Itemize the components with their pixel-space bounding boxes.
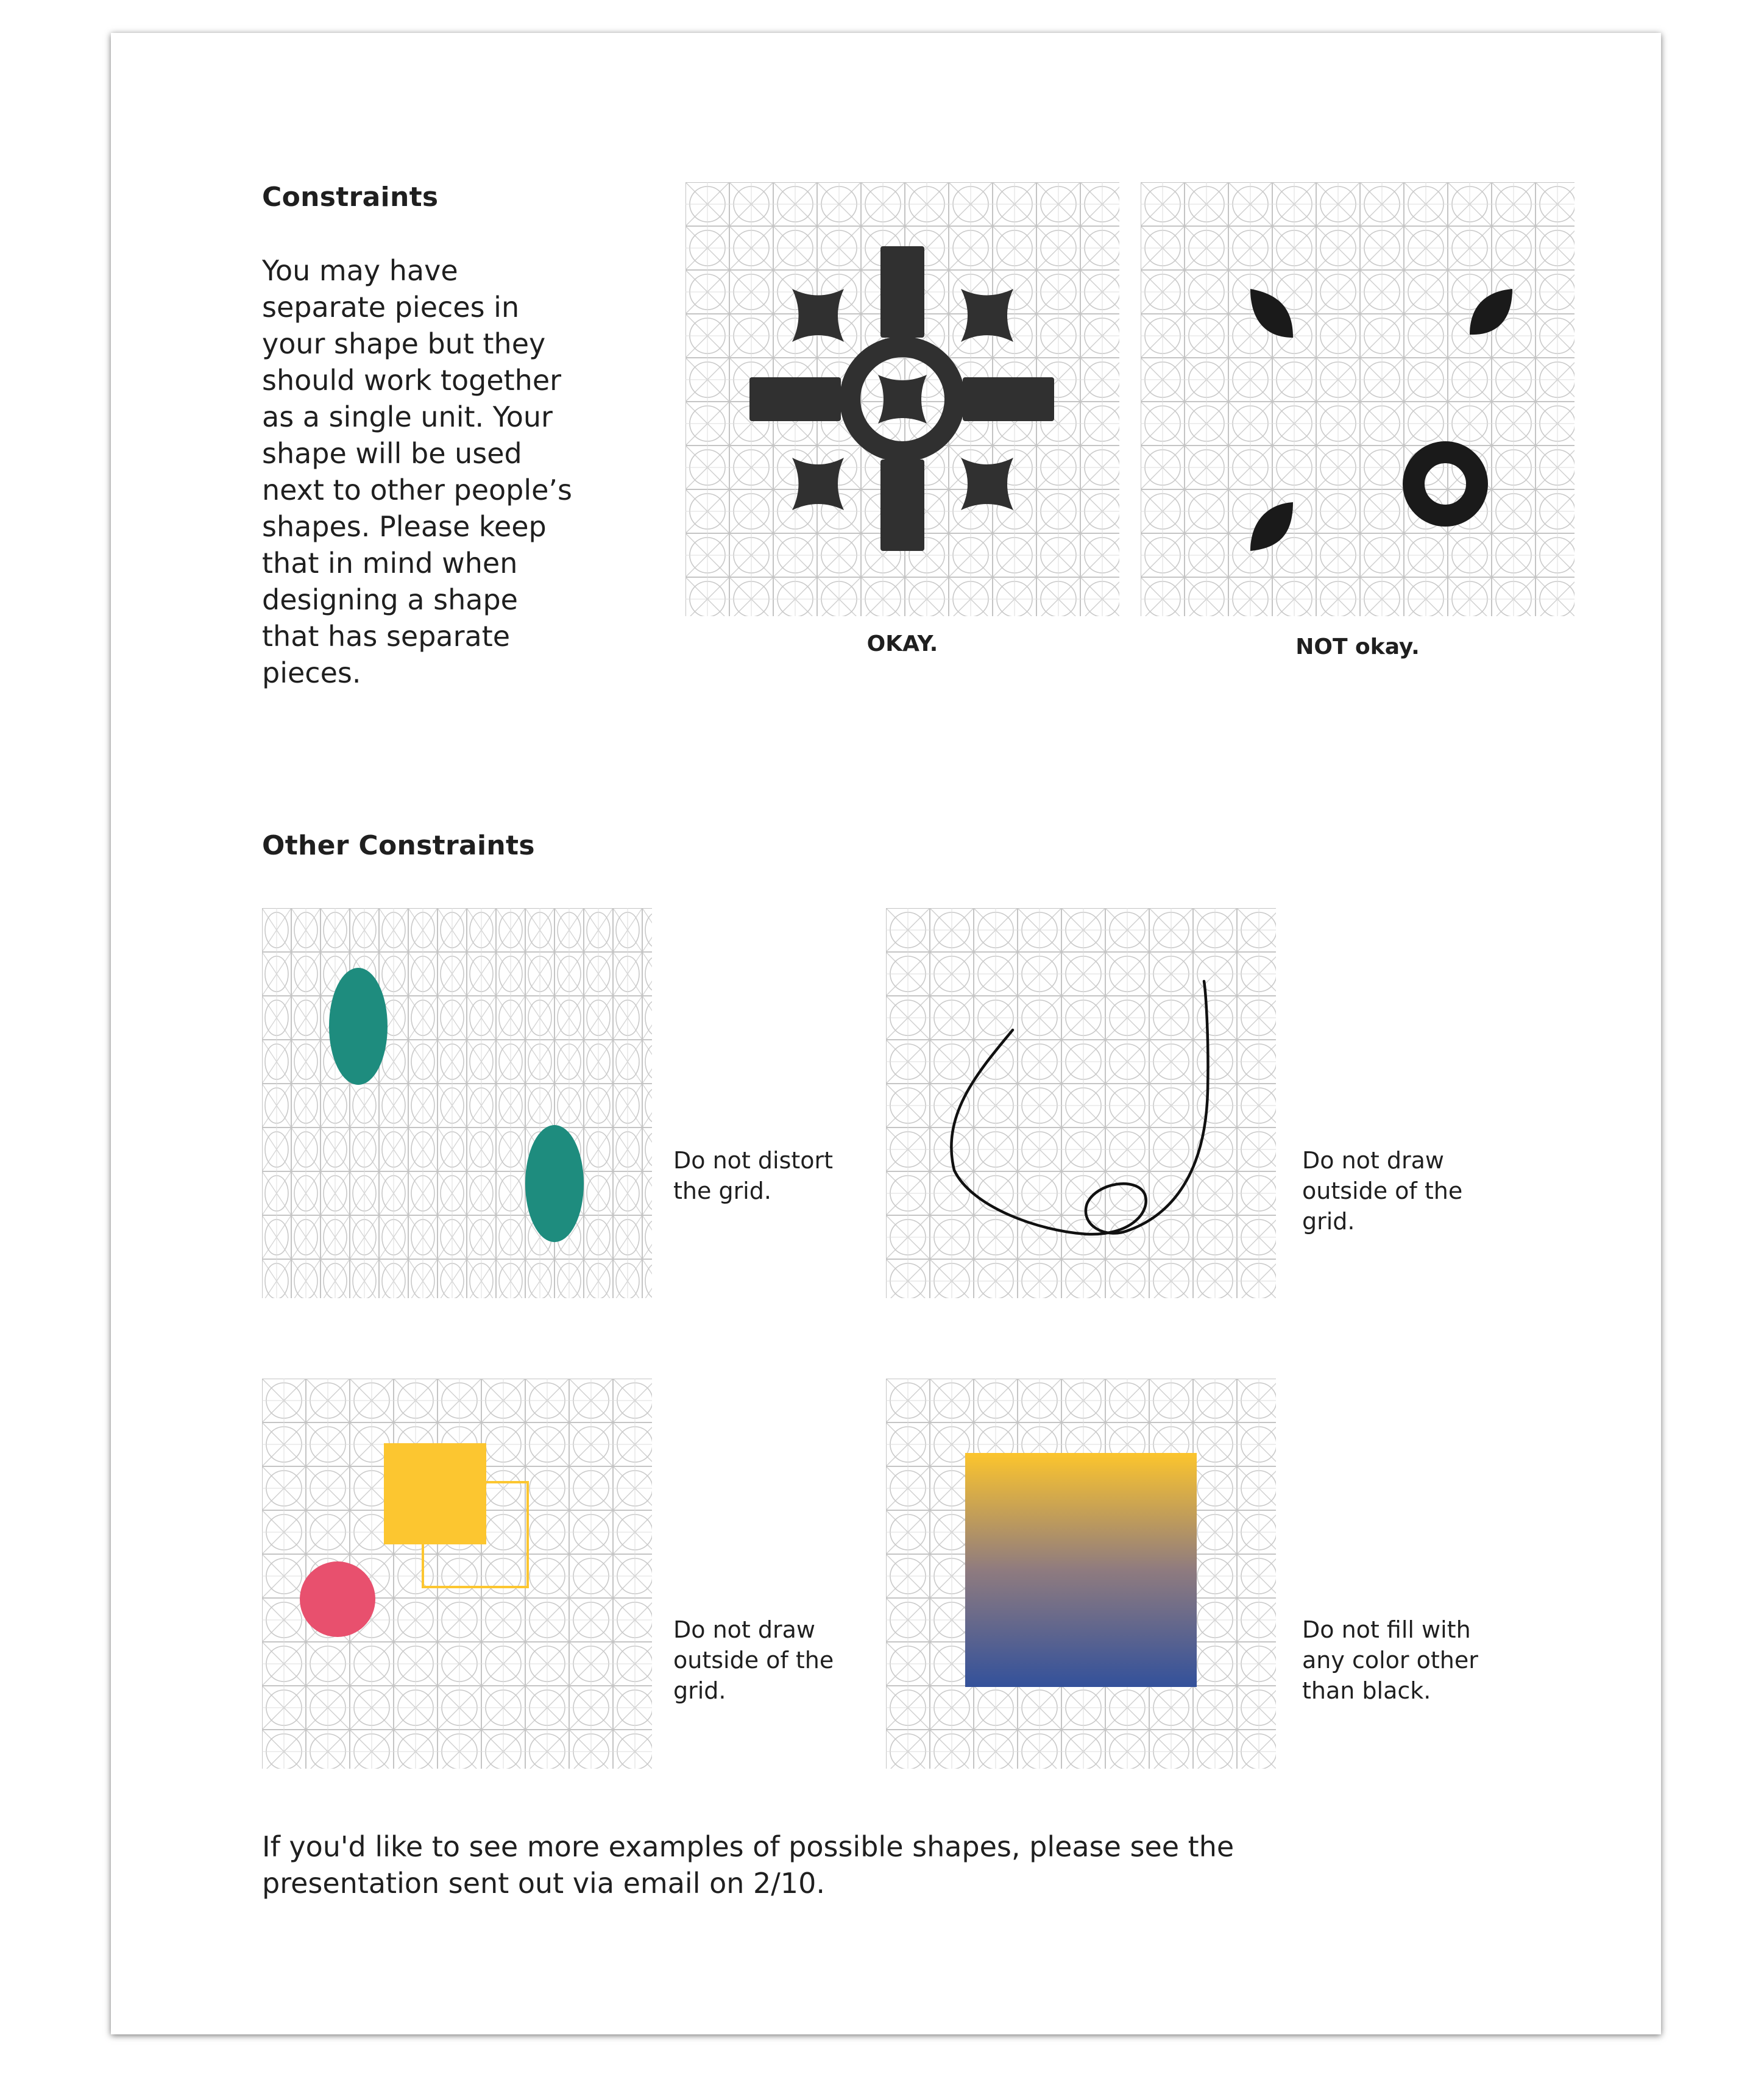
document-page <box>111 33 1661 2034</box>
caption-fill-color: Do not fill with any color other than black. <box>1302 1616 1478 1704</box>
okay-example-shape <box>749 246 1054 551</box>
okay-label: OKAY. <box>866 631 938 656</box>
constraints-heading: Constraints <box>262 182 439 213</box>
caption-draw-outside-1: Do not draw outside of the grid. <box>1302 1147 1463 1235</box>
pink-circle <box>300 1561 375 1637</box>
okay-example-grid <box>685 182 1119 616</box>
yellow-square <box>384 1443 486 1544</box>
gradient-fill-example <box>886 1379 1276 1769</box>
constraints-description: You may have separate pieces in your shape but they should work together as a single unit. Your shape will be used next to other people’s shapes. Please keep that in mind when designing a shape that has separate pieces. <box>262 254 573 689</box>
off-grid-shapes-example <box>262 1379 652 1769</box>
gradient-square <box>965 1453 1197 1687</box>
teal-ellipse-bottom <box>525 1125 584 1242</box>
teal-ellipse-top <box>329 968 388 1085</box>
not-okay-example-grid <box>1141 182 1574 616</box>
caption-distort-grid: Do not distort the grid. <box>673 1147 834 1204</box>
footer-note: If you'd like to see more examples of possible shapes, please see the presentation sent out via email on 2/10. <box>262 1830 1234 1900</box>
freehand-line-example <box>886 908 1276 1298</box>
distorted-grid-example <box>262 908 652 1298</box>
caption-draw-outside-2: Do not draw outside of the grid. <box>673 1616 834 1704</box>
not-okay-label: NOT okay. <box>1295 634 1420 659</box>
other-constraints-heading: Other Constraints <box>262 830 535 861</box>
